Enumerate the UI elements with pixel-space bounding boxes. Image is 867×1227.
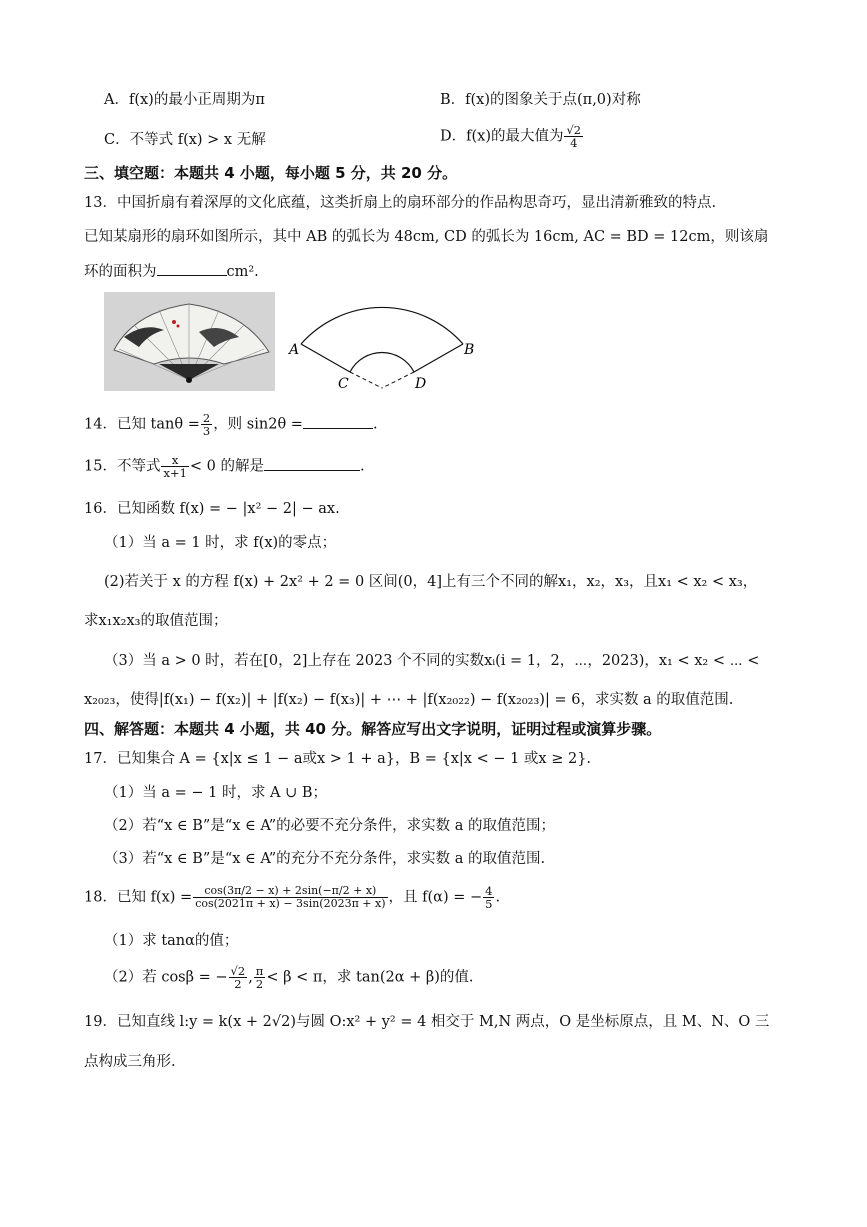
q18-cos-fraction: $\frac{√2}{2}$ [230, 964, 246, 991]
dashed-right [382, 372, 414, 388]
q16-part2: (2)若关于 x 的方程 f(x) + 2x² + 2 = 0 区间(0，4]上有三个不同的解x₁，x₂，x₃，且x₁ < x₂ < x₃， [104, 574, 758, 590]
q18-pi-fraction: $\frac{\pi}{2}$ [255, 964, 264, 991]
q18-part1: （1）求 tanα的值； [104, 933, 239, 949]
q18-main-fraction: $\frac{\cos(3\pi/2 - x) + 2\sin(-\pi/2 + x)}{\cos(2021\pi + x) - 3\sin(2023\pi + x)}$ [195, 884, 386, 910]
q17-stem: 17．已知集合 A = {x|x ≤ 1 − a或x > 1 + a}，B = {x|x < − 1 或x ≥ 2}. [84, 751, 592, 767]
q17-part2: （2）若“x ∈ B”是“x ∈ A”的必要不充分条件，求实数 a 的取值范围； [104, 818, 555, 834]
dashed-left [350, 372, 382, 388]
q15: 15．不等式 $\frac{x}{x+1}$ < 0 的解是 . [84, 453, 365, 480]
q18-part2: （2）若 cosβ = − $\frac{√2}{2}$ , $\frac{\pi}{2}$ < β < π，求 tan(2α + β)的值. [104, 964, 474, 991]
option-d [440, 124, 584, 149]
label-b: B [464, 342, 475, 358]
section-4-heading: 四、解答题：本题共 4 小题，共 40 分。解答应写出文字说明，证明过程或演算步骤。 [84, 720, 662, 738]
q17-part3: （3）若“x ∈ B”是“x ∈ A”的充分不充分条件，求实数 a 的取值范围. [104, 851, 546, 867]
q18-value-fraction: $\frac{4}{5}$ [485, 884, 493, 911]
folding-fan-photo [104, 292, 275, 391]
option-b: B．f(x)的图象关于点(π,0)对称 [440, 92, 641, 108]
label-d: D [415, 376, 427, 392]
q15-fraction: $\frac{x}{x+1}$ [163, 453, 187, 480]
option-a: A．f(x)的最小正周期为π [104, 92, 265, 108]
option-c: C．不等式 f(x) > x 无解 [104, 132, 266, 148]
q16-part3-cont: x₂₀₂₃，使得|f(x₁) − f(x₂)| + |f(x₂) − f(x₃)| + ⋯ + |f(x₂₀₂₂) − f(x₂₀₂₃)| = 6，求实数 a 的取值范围. [84, 692, 734, 708]
q16-part3: （3）当 a > 0 时，若在[0，2]上存在 2023 个不同的实数xᵢ(i = 1，2，⋯，2023)，x₁ < x₂ < ⋯ < [104, 653, 760, 669]
label-c: C [338, 376, 349, 392]
q13-line3: 环的面积为 cm². [84, 261, 259, 282]
q16-stem: 16．已知函数 f(x) = − |x² − 2| − ax. [84, 501, 340, 517]
q16-part2-cont: 求x₁x₂x₃的取值范围； [84, 613, 228, 629]
q19-line2: 点构成三角形. [84, 1054, 176, 1070]
segment-ac [301, 344, 350, 372]
answer-blank [303, 414, 373, 429]
arc-ab [301, 307, 463, 344]
section-3-heading: 三、填空题：本题共 4 小题，每小题 5 分，共 20 分。 [84, 164, 458, 182]
q18-stem: 18．已知 f(x) = $\frac{\cos(3\pi/2 - x) + 2\sin(-\pi/2 + x)}{\cos(2021\pi + x) - 3\sin(2023\pi + x)}$ ，且 f(α) = − $\frac{4}{5}$ . [84, 884, 501, 911]
segment-bd [414, 344, 463, 372]
q17-part1: （1）当 a = − 1 时，求 A ∪ B； [104, 785, 328, 801]
label-a: A [289, 342, 300, 358]
q16-part1: （1）当 a = 1 时，求 f(x)的零点； [104, 535, 337, 551]
fan-ring-diagram [286, 292, 486, 392]
q14: 14．已知 tanθ = $\frac{2}{3}$ ，则 sin2θ = . [84, 411, 378, 438]
answer-blank [264, 456, 360, 471]
arc-cd [350, 352, 414, 372]
q19-line1: 19．已知直线 l:y = k(x + 2√2)与圆 O:x² + y² = 4 相交于 M,N 两点，O 是坐标原点，且 M、N、O 三 [84, 1014, 770, 1030]
q13-line1: 13．中国折扇有着深厚的文化底蕴，这类折扇上的扇环部分的作品构思奇巧，显出清新雅致的特点. [84, 195, 717, 211]
folding-fan-image [104, 292, 275, 391]
answer-blank [157, 261, 227, 276]
option-d-text: D．f(x)的最大值为 [440, 128, 564, 145]
q13-line2: 已知某扇形的扇环如图所示，其中 AB 的弧长为 48cm, CD 的弧长为 16cm, AC = BD = 12cm，则该扇 [84, 229, 769, 245]
option-d-fraction: $\frac{√2}{4}$ [566, 123, 582, 150]
q14-fraction: $\frac{2}{3}$ [202, 411, 211, 438]
